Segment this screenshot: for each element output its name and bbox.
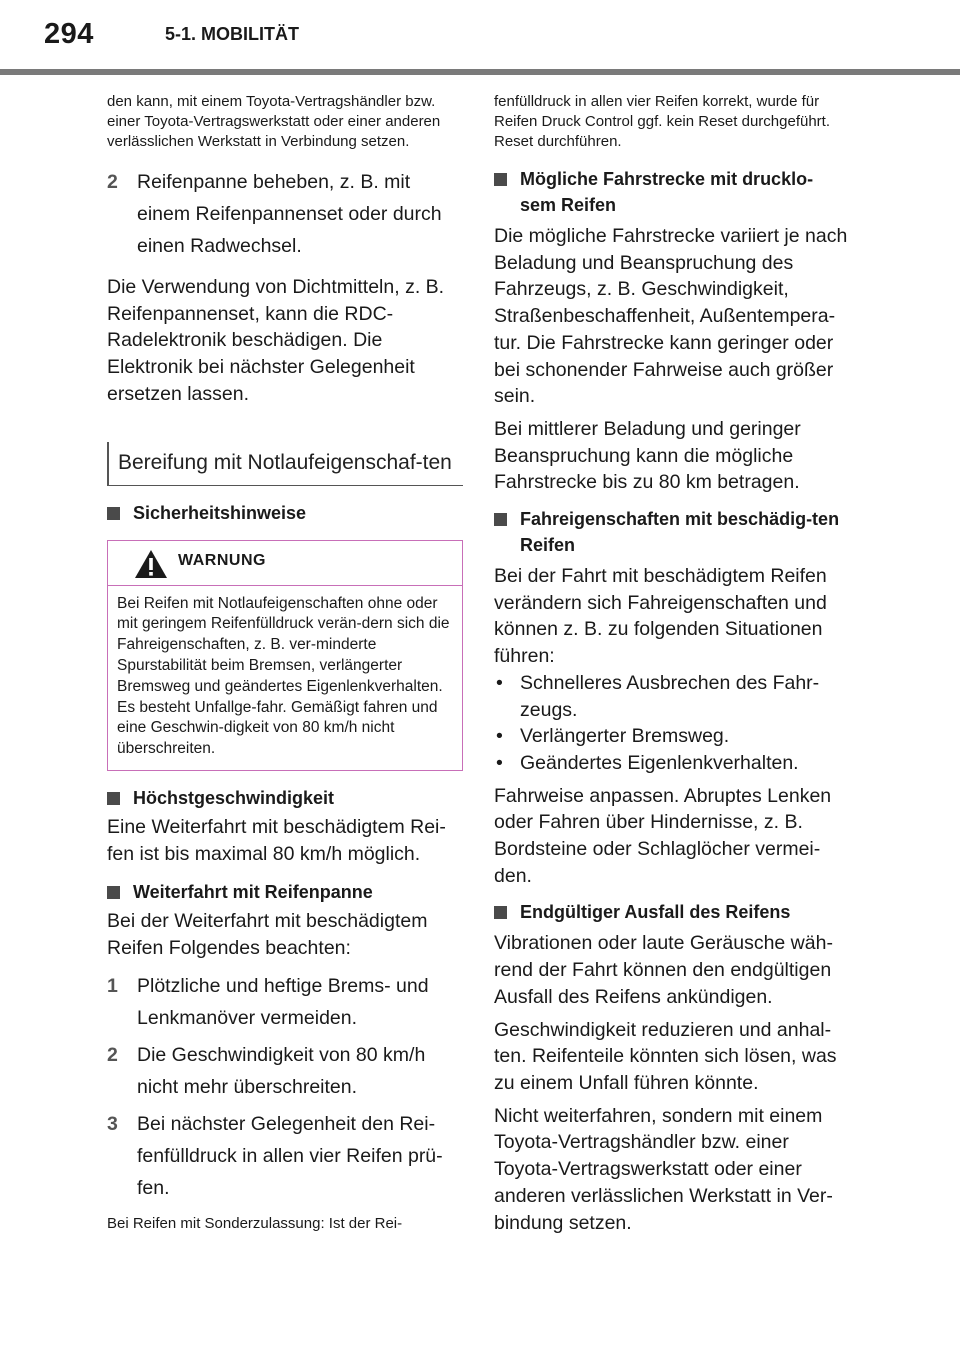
continue-heading-text: Weiterfahrt mit Reifenpanne — [133, 882, 373, 903]
warning-label: WARNUNG — [178, 551, 266, 569]
speed-heading-text: Höchstgeschwindigkeit — [133, 787, 335, 808]
square-bullet-icon — [494, 513, 507, 526]
warning-text: Bei Reifen mit Notlaufeigenschaften ohne oder mit geringem Reifenfülldruck verän-dern sich die Fahreigenschaften, z. B. ver-minderte Spurstabilität beim Bremsen, verlängerter Bremsweg und geändertes Eigenlenkverhalten. Es besteht Unfallge-fahr. Gemäßigt fahren und eine Geschwin-digkeit von 80 km/h nicht überschreiten. — [117, 594, 450, 758]
footnote-continued: fenfülldruck in allen vier Reifen korrekt, wurde für Reifen Druck Control ggf. kein Reset durchgeführt. Reset durchführen. — [494, 93, 830, 150]
warning-header — [108, 541, 462, 586]
step-text: Bei nächster Gelegenheit den Rei-fenfülldruck in allen vier Reifen prü-fen. — [137, 1112, 443, 1199]
page-header — [0, 0, 960, 80]
square-bullet-icon — [107, 507, 120, 520]
safety-heading-text: Sicherheitshinweise — [133, 502, 307, 523]
step-text: Reifenpanne beheben, z. B. mit einem Reifenpannenset oder durch einen Radwechsel. — [137, 171, 442, 257]
continue-heading — [107, 879, 463, 905]
square-bullet-icon — [107, 886, 120, 899]
range-heading — [494, 166, 848, 218]
square-bullet-icon — [494, 906, 507, 919]
speed-text: Eine Weiterfahrt mit beschädigtem Rei-fen ist bis maximal 80 km/h möglich. — [107, 815, 446, 865]
sealant-text: Die Verwendung von Dichtmitteln, z. B. Reifenpannenset, kann die RDC-Radelektronik beschädigen. Die Elektronik bei nächster Gelegenheit ersetzen lassen. — [107, 276, 445, 405]
warning-box — [107, 540, 463, 771]
failure-text-1: Vibrationen oder laute Geräusche wäh-rend der Fahrt können den endgültigen Ausfall des Reifens ankündigen. — [494, 932, 833, 1008]
failure-heading-text: Endgültiger Ausfall des Reifens — [520, 902, 791, 923]
step-number: 3 — [107, 1112, 118, 1135]
box-heading: Bereifung mit Notlaufeigenschaf-ten — [107, 442, 463, 486]
properties-text-2: Fahrweise anpassen. Abruptes Lenken oder Fahren über Hindernisse, z. B. Bordsteine oder Schlaglöcher vermei-den. — [494, 784, 832, 887]
failure-text-3: Nicht weiterfahren, sondern mit einem Toyota-Vertragshändler bzw. einer Toyota-Vertragswerkstatt oder einer anderen verlässlichen Werkstatt in Ver-bindung setzen. — [494, 1104, 833, 1234]
step-item — [107, 1108, 463, 1204]
list-item: • Verlängerter Bremsweg. — [494, 723, 848, 750]
range-text-1: Die mögliche Fahrstrecke variiert je nach Beladung und Beanspruchung des Fahrzeugs, z. B. Geschwindigkeit, Straßenbeschaffenheit, Außentempera-tur. Die Fahrstrecke kann geringer oder bei schonender Fahrweise auch größer sein. — [494, 225, 848, 408]
step-text: Die Geschwindigkeit von 80 km/h nicht mehr überschreiten. — [137, 1043, 426, 1098]
speed-heading — [107, 785, 463, 811]
step-number: 2 — [107, 171, 118, 193]
range-heading-text: Mögliche Fahrstrecke mit drucklo-sem Reifen — [520, 169, 814, 215]
range-text-2: Bei mittlerer Beladung und geringer Beanspruchung kann die mögliche Fahrstrecke bis zu 80 km betragen. — [494, 417, 801, 494]
failure-text-2: Geschwindigkeit reduzieren und anhal-ten. Reifenteile könnten sich lösen, was zu einem Unfall führen könnte. — [494, 1018, 837, 1094]
intro-text: den kann, mit einem Toyota-Vertragshändler bzw. einer Toyota-Vertragswerkstatt oder einer anderen verlässlichen Werkstatt in Verbindung setzen. — [107, 93, 441, 150]
page-number: 294 — [44, 18, 94, 50]
properties-text: Bei der Fahrt mit beschädigtem Reifen verändern sich Fahreigenschaften und können z. B. zu folgenden Situationen führen: — [494, 565, 827, 668]
step-number: 1 — [107, 974, 118, 997]
step-item — [107, 1039, 463, 1103]
effects-list — [494, 670, 848, 777]
properties-heading — [494, 506, 848, 558]
right-column — [494, 92, 848, 1236]
warning-triangle-icon — [134, 549, 168, 579]
header-rule — [0, 69, 960, 75]
failure-heading — [494, 899, 848, 925]
step-text: Plötzliche und heftige Brems- und Lenkmanöver vermeiden. — [137, 974, 429, 1029]
square-bullet-icon — [107, 792, 120, 805]
list-item: • Schnelleres Ausbrechen des Fahr-zeugs. — [494, 670, 848, 723]
properties-heading-text: Fahreigenschaften mit beschädig-ten Reifen — [520, 509, 840, 556]
safety-heading — [107, 500, 463, 526]
section-title: 5-1. MOBILITÄT — [165, 24, 299, 44]
step-number: 2 — [107, 1043, 118, 1066]
step-item — [107, 970, 463, 1034]
square-bullet-icon — [494, 173, 507, 186]
continue-text: Bei der Weiterfahrt mit beschädigtem Reifen Folgendes beachten: — [107, 910, 428, 959]
list-item: • Geändertes Eigenlenkverhalten. — [494, 750, 848, 777]
footnote-text: Bei Reifen mit Sonderzulassung: Ist der Rei- — [107, 1214, 403, 1232]
left-column — [107, 92, 463, 1234]
step-item — [107, 166, 463, 262]
